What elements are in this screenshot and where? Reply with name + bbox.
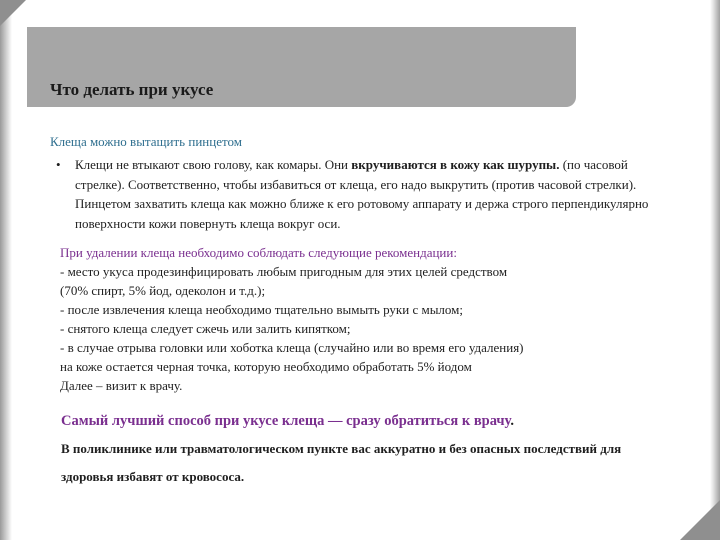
recommendation-line: - место укуса продезинфицировать любым пригодным для этих целей средством <box>60 264 508 279</box>
bottom-right-corner-decoration <box>680 500 720 540</box>
recommendations-heading: При удалении клеща необходимо соблюдать следующие рекомендации: <box>60 245 457 260</box>
bullet-item <box>50 155 670 233</box>
bullet-text-start: Клещи не втыкают свою голову, как комары. Они <box>75 157 352 172</box>
recommendation-line: на коже остается черная точка, которую необходимо обработать 5% йодом <box>60 359 472 374</box>
slide-content <box>50 134 670 491</box>
recommendation-line: - в случае отрыва головки или хоботка клеща (случайно или во время его удаления) <box>60 340 524 355</box>
best-way-period: . <box>510 413 514 429</box>
recommendation-line: - снятого клеща следует сжечь или залить кипятком; <box>60 321 351 336</box>
best-way-text: Самый лучший способ при укусе клеща — сразу обратиться к врачу <box>61 413 511 429</box>
slide-title: Что делать при укусе <box>50 80 214 99</box>
bullet-text-end: (по часовой стрелке). Соответственно, чтобы избавиться от клеща, его надо выкрутить (против часовой стрелки). Пинцетом захватить клеща как можно ближе к его ротовому аппарату и держа строго перпендикулярно поверхности кожи повернуть клеща вокруг оси. <box>75 157 649 231</box>
best-way-note <box>61 413 670 430</box>
final-note: В поликлинике или травматологическом пункте вас аккуратно и без опасных последствий для здоровья избавят от кровососа. <box>61 441 622 484</box>
bullet-marker: • <box>56 157 61 172</box>
bullet-text-bold: вкручиваются в кожу как шурупы. <box>351 157 560 172</box>
top-left-corner-decoration <box>0 0 26 26</box>
recommendation-line: (70% спирт, 5% йод, одеколон и т.д.); <box>60 283 266 298</box>
right-edge-shading <box>710 0 720 540</box>
recommendation-line: - после извлечения клеща необходимо тщательно вымыть руки с мылом; <box>60 302 464 317</box>
left-edge-shading <box>0 0 12 540</box>
recommendations-block <box>60 243 670 395</box>
recommendation-line: Далее – визит к врачу. <box>60 378 183 393</box>
subheading: Клеща можно вытащить пинцетом <box>50 134 242 149</box>
bullet-text <box>75 155 650 233</box>
